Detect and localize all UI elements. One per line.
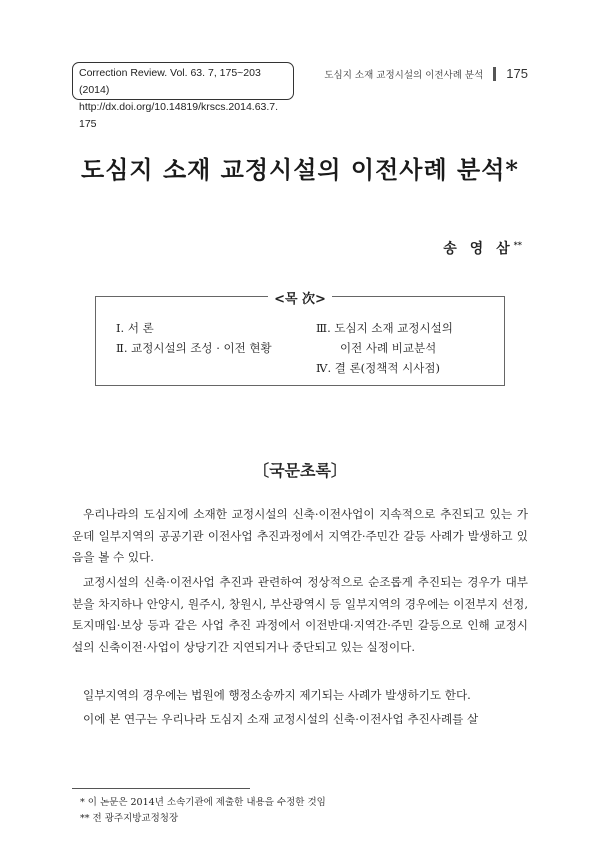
author-name: 송 영 삼: [443, 241, 514, 257]
footnote: ** 전 광주지방교정청장: [80, 813, 179, 824]
toc-heading: <목 次>: [268, 292, 332, 307]
table-of-contents: [95, 292, 505, 386]
running-header-title: 도심지 소재 교정시설의 이전사례 분석: [324, 69, 484, 81]
journal-citation-box: [72, 62, 294, 130]
header-divider: [493, 67, 496, 81]
abstract-heading: 〔국문초록〕: [253, 461, 347, 480]
doi-link[interactable]: http://dx.doi.org/10.14819/krscs.2014.63.7. 175: [79, 101, 279, 130]
footnote-divider: [72, 788, 250, 789]
abstract-paragraph: 교정시설의 신축·이전사업 추진과 관련하여 정상적으로 순조롭게 추진되는 경우가 대부분을 차지하나 안양시, 원주시, 창원시, 부산광역시 등 일부지역의 경우에는 이전부지 선정, 토지매입·보상 등과 같은 사업 추진 과정에서 이전반대·지역간·주민 갈등으로 인해 교정시설의 신축이전·사업이 상당기간 지연되거나 중단되고 있는 실정이다.: [72, 575, 528, 654]
page-number: 175: [506, 66, 528, 81]
abstract-paragraph: 일부지역의 경우에는 법원에 행정소송까지 제기되는 사례가 발생하기도 한다.: [83, 688, 471, 702]
toc-item: Ⅲ. 도심지 소재 교정시설의: [316, 321, 453, 335]
toc-item: Ⅳ. 결 론(정책적 시사점): [316, 361, 440, 375]
toc-item: Ⅰ. 서 론: [116, 321, 154, 335]
paper-title: 도심지 소재 교정시설의 이전사례 분석*: [81, 155, 519, 184]
abstract-paragraph: 이에 본 연구는 우리나라 도심지 소재 교정시설의 신축·이전사업 추진사례를 살: [83, 712, 479, 726]
footnote: * 이 논문은 2014년 소속기관에 제출한 내용을 수정한 것임: [80, 797, 326, 808]
journal-citation: Correction Review. Vol. 63. 7, 175~203 (2014): [79, 67, 261, 96]
author-footnote-mark: **: [513, 239, 522, 250]
toc-item: Ⅱ. 교정시설의 조성 · 이전 현황: [116, 341, 272, 355]
toc-item: 이전 사례 비교분석: [340, 341, 437, 355]
running-header: [324, 66, 528, 81]
author: [443, 238, 522, 258]
abstract-paragraph: 우리나라의 도심지에 소재한 교정시설의 신축·이전사업이 지속적으로 추진되고 있는 가운데 일부지역의 공공기관 이전사업 추진과정에서 지역간·주민간 갈등 사례가 발생하고 있음을 볼 수 있다.: [72, 507, 528, 564]
